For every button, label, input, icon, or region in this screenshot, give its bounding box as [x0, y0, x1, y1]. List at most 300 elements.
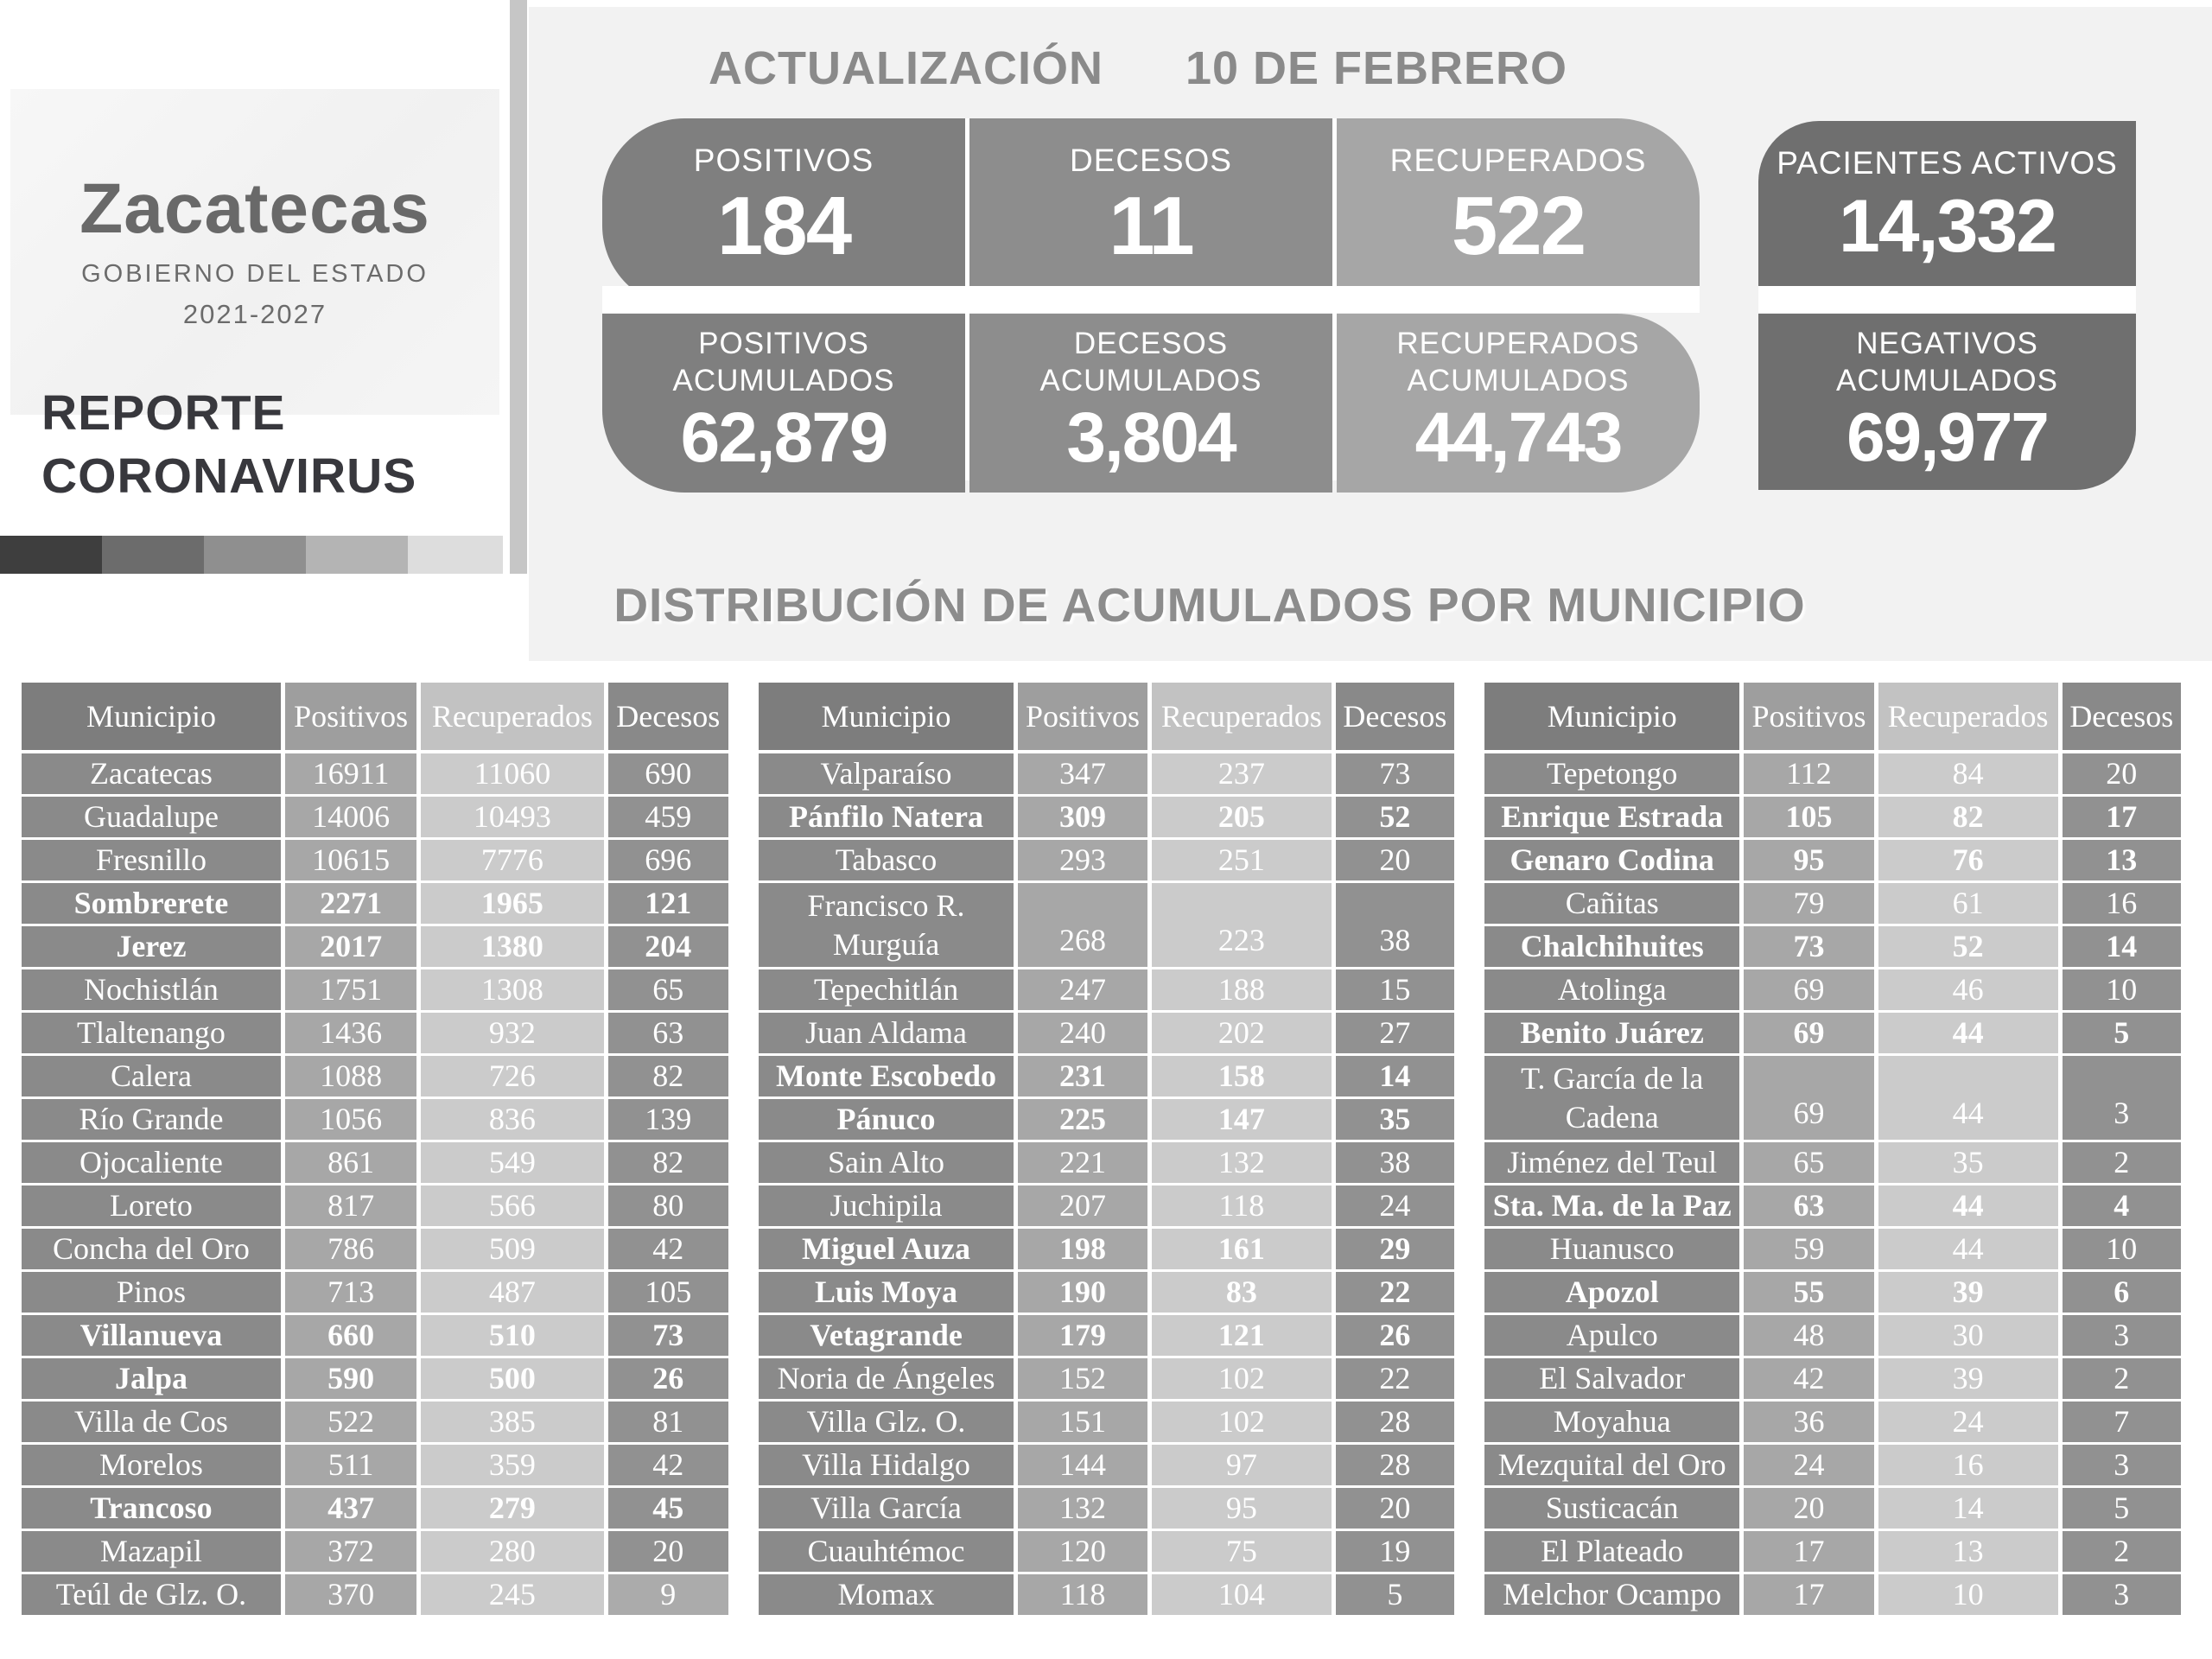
- municipality-name: Jerez: [22, 926, 281, 967]
- cell-positivos: 10615: [285, 840, 416, 880]
- cell-recuperados: 188: [1152, 969, 1332, 1010]
- municipality-name: Pánuco: [759, 1099, 1014, 1140]
- cell-recuperados: 44: [1878, 1013, 2058, 1053]
- cell-decesos: 5: [2063, 1013, 2181, 1053]
- cell-recuperados: 11060: [421, 753, 603, 794]
- cell-decesos: 80: [608, 1185, 728, 1226]
- card-decesos-acumulados-label: DECESOS ACUMULADOS: [1039, 327, 1262, 397]
- cell-positivos: 247: [1018, 969, 1147, 1010]
- update-header: [709, 41, 1567, 95]
- card-separator: [1758, 286, 2136, 313]
- cell-positivos: 370: [285, 1574, 416, 1615]
- table-row: [22, 1488, 728, 1529]
- municipality-name: Atolinga: [1484, 969, 1739, 1010]
- municipality-name: Chalchihuites: [1484, 926, 1739, 967]
- card-positivos-acumulados-label: POSITIVOS ACUMULADOS: [672, 327, 895, 397]
- table-row: [22, 883, 728, 924]
- cell-positivos: 590: [285, 1358, 416, 1399]
- municipality-name: Sta. Ma. de la Paz: [1484, 1185, 1739, 1226]
- cell-decesos: 20: [2063, 753, 2181, 794]
- cell-decesos: 6: [2063, 1272, 2181, 1313]
- table-row: [22, 969, 728, 1010]
- cell-positivos: 309: [1018, 797, 1147, 837]
- card-decesos-acumulados: [969, 314, 1332, 493]
- cell-positivos: 73: [1744, 926, 1873, 967]
- table-header-row: [22, 683, 728, 750]
- municipality-name: Enrique Estrada: [1484, 797, 1739, 837]
- cell-recuperados: 385: [421, 1402, 603, 1442]
- cell-recuperados: 237: [1152, 753, 1332, 794]
- cell-decesos: 121: [608, 883, 728, 924]
- cell-recuperados: 75: [1152, 1531, 1332, 1572]
- cell-decesos: 2: [2063, 1142, 2181, 1183]
- cell-positivos: 59: [1744, 1229, 1873, 1269]
- card-recuperados-value: 522: [1451, 180, 1586, 273]
- table-row: [759, 1185, 1454, 1226]
- cell-decesos: 5: [2063, 1488, 2181, 1529]
- cell-positivos: 817: [285, 1185, 416, 1226]
- table-row: [1484, 1574, 2181, 1615]
- cell-decesos: 24: [1336, 1185, 1454, 1226]
- card-pacientes-activos-label: PACIENTES ACTIVOS: [1777, 145, 2118, 181]
- cell-decesos: 690: [608, 753, 728, 794]
- municipality-name: El Plateado: [1484, 1531, 1739, 1572]
- cell-decesos: 2: [2063, 1531, 2181, 1572]
- table-row: [22, 1013, 728, 1053]
- cell-positivos: 144: [1018, 1445, 1147, 1485]
- municipality-name: Guadalupe: [22, 797, 281, 837]
- cell-recuperados: 84: [1878, 753, 2058, 794]
- table-row: [759, 1272, 1454, 1313]
- cell-positivos: 132: [1018, 1488, 1147, 1529]
- cell-recuperados: 82: [1878, 797, 2058, 837]
- cell-positivos: 1056: [285, 1099, 416, 1140]
- cell-decesos: 204: [608, 926, 728, 967]
- cell-recuperados: 95: [1152, 1488, 1332, 1529]
- table-row: [1484, 1056, 2181, 1140]
- municipality-name: Calera: [22, 1056, 281, 1096]
- table-row: [1484, 926, 2181, 967]
- column-header-positivos: Positivos: [1744, 683, 1873, 750]
- table-row: [759, 969, 1454, 1010]
- municipality-name: Genaro Codina: [1484, 840, 1739, 880]
- cell-positivos: 112: [1744, 753, 1873, 794]
- cell-decesos: 73: [608, 1315, 728, 1356]
- cell-decesos: 10: [2063, 1229, 2181, 1269]
- cell-positivos: 69: [1744, 1013, 1873, 1053]
- cell-decesos: 42: [608, 1229, 728, 1269]
- cell-decesos: 5: [1336, 1574, 1454, 1615]
- table-row: [22, 753, 728, 794]
- report-title-line2: CORONAVIRUS: [41, 448, 417, 504]
- cell-decesos: 3: [2063, 1574, 2181, 1615]
- cell-positivos: 152: [1018, 1358, 1147, 1399]
- cell-decesos: 3: [2063, 1056, 2181, 1140]
- municipality-name: Nochistlán: [22, 969, 281, 1010]
- municipality-table-1: [22, 683, 728, 1618]
- cell-recuperados: 500: [421, 1358, 603, 1399]
- table-row: [1484, 753, 2181, 794]
- cell-decesos: 27: [1336, 1013, 1454, 1053]
- municipality-name: Mazapil: [22, 1531, 281, 1572]
- cell-positivos: 2017: [285, 926, 416, 967]
- table-row: [22, 1142, 728, 1183]
- cell-recuperados: 202: [1152, 1013, 1332, 1053]
- cell-recuperados: 61: [1878, 883, 2058, 924]
- cell-positivos: 1088: [285, 1056, 416, 1096]
- table-header-row: [759, 683, 1454, 750]
- cell-positivos: 151: [1018, 1402, 1147, 1442]
- column-header-decesos: Decesos: [608, 683, 728, 750]
- table-row: [22, 1185, 728, 1226]
- card-decesos-acumulados-value: 3,804: [1066, 398, 1236, 478]
- cell-decesos: 10: [2063, 969, 2181, 1010]
- table-row: [1484, 1185, 2181, 1226]
- municipality-name: Villa García: [759, 1488, 1014, 1529]
- municipality-name: T. García de la Cadena: [1484, 1056, 1739, 1140]
- cell-decesos: 22: [1336, 1272, 1454, 1313]
- municipality-name: Villa de Cos: [22, 1402, 281, 1442]
- municipality-name: Benito Juárez: [1484, 1013, 1739, 1053]
- cell-recuperados: 24: [1878, 1402, 2058, 1442]
- logo-government-line: GOBIERNO DEL ESTADO: [81, 260, 429, 288]
- column-header-municipio: Municipio: [759, 683, 1014, 750]
- card-recuperados-acumulados-label: RECUPERADOS ACUMULADOS: [1396, 327, 1640, 397]
- strip-block: [102, 536, 204, 574]
- cell-positivos: 20: [1744, 1488, 1873, 1529]
- cell-positivos: 190: [1018, 1272, 1147, 1313]
- table-row: [759, 1358, 1454, 1399]
- cell-recuperados: 158: [1152, 1056, 1332, 1096]
- cell-decesos: 139: [608, 1099, 728, 1140]
- municipality-name: Susticacán: [1484, 1488, 1739, 1529]
- column-header-recuperados: Recuperados: [421, 683, 603, 750]
- cell-recuperados: 251: [1152, 840, 1332, 880]
- table-row: [759, 753, 1454, 794]
- cell-recuperados: 102: [1152, 1402, 1332, 1442]
- strip-block: [306, 536, 408, 574]
- municipality-name: Jalpa: [22, 1358, 281, 1399]
- municipality-name: Luis Moya: [759, 1272, 1014, 1313]
- cell-positivos: 69: [1744, 1056, 1873, 1140]
- cell-recuperados: 932: [421, 1013, 603, 1053]
- table-row: [759, 1013, 1454, 1053]
- strip-block: [408, 536, 503, 574]
- cell-recuperados: 39: [1878, 1358, 2058, 1399]
- card-negativos-acumulados: [1758, 314, 2136, 490]
- table-row: [22, 926, 728, 967]
- cell-positivos: 207: [1018, 1185, 1147, 1226]
- table-row: [759, 1402, 1454, 1442]
- cell-positivos: 79: [1744, 883, 1873, 924]
- cell-positivos: 17: [1744, 1574, 1873, 1615]
- cell-recuperados: 44: [1878, 1056, 2058, 1140]
- table-row: [759, 1142, 1454, 1183]
- cell-decesos: 22: [1336, 1358, 1454, 1399]
- cell-decesos: 26: [608, 1358, 728, 1399]
- municipality-name: Huanusco: [1484, 1229, 1739, 1269]
- table-row: [759, 883, 1454, 967]
- municipality-name: Sain Alto: [759, 1142, 1014, 1183]
- cell-decesos: 20: [1336, 1488, 1454, 1529]
- column-header-recuperados: Recuperados: [1152, 683, 1332, 750]
- cell-recuperados: 102: [1152, 1358, 1332, 1399]
- cell-positivos: 2271: [285, 883, 416, 924]
- card-recuperados-acumulados: [1337, 314, 1700, 493]
- card-recuperados-acumulados-value: 44,743: [1414, 398, 1622, 478]
- card-negativos-acumulados-label: NEGATIVOS ACUMULADOS: [1836, 327, 2058, 397]
- cell-recuperados: 223: [1152, 883, 1332, 967]
- table-row: [22, 1358, 728, 1399]
- cell-decesos: 82: [608, 1142, 728, 1183]
- cell-decesos: 42: [608, 1445, 728, 1485]
- cell-decesos: 35: [1336, 1099, 1454, 1140]
- cell-positivos: 347: [1018, 753, 1147, 794]
- municipality-name: Miguel Auza: [759, 1229, 1014, 1269]
- cell-decesos: 7: [2063, 1402, 2181, 1442]
- cell-decesos: 9: [608, 1574, 728, 1615]
- municipality-name: Apulco: [1484, 1315, 1739, 1356]
- cell-recuperados: 1380: [421, 926, 603, 967]
- cell-positivos: 1751: [285, 969, 416, 1010]
- municipality-name: Loreto: [22, 1185, 281, 1226]
- municipality-name: Cañitas: [1484, 883, 1739, 924]
- municipality-name: Valparaíso: [759, 753, 1014, 794]
- cell-positivos: 861: [285, 1142, 416, 1183]
- table-row: [22, 840, 728, 880]
- cell-recuperados: 14: [1878, 1488, 2058, 1529]
- cell-positivos: 437: [285, 1488, 416, 1529]
- cell-positivos: 660: [285, 1315, 416, 1356]
- card-decesos-label: DECESOS: [1070, 143, 1232, 178]
- cell-positivos: 221: [1018, 1142, 1147, 1183]
- municipality-name: Tabasco: [759, 840, 1014, 880]
- cell-decesos: 17: [2063, 797, 2181, 837]
- cell-positivos: 1436: [285, 1013, 416, 1053]
- card-positivos: [602, 118, 965, 308]
- municipality-name: Sombrerete: [22, 883, 281, 924]
- cell-positivos: 372: [285, 1531, 416, 1572]
- cell-decesos: 16: [2063, 883, 2181, 924]
- cell-recuperados: 16: [1878, 1445, 2058, 1485]
- municipality-name: Apozol: [1484, 1272, 1739, 1313]
- cell-recuperados: 279: [421, 1488, 603, 1529]
- table-row: [22, 1445, 728, 1485]
- table-row: [759, 797, 1454, 837]
- cell-positivos: 179: [1018, 1315, 1147, 1356]
- cell-decesos: 20: [608, 1531, 728, 1572]
- cell-recuperados: 726: [421, 1056, 603, 1096]
- municipality-name: Ojocaliente: [22, 1142, 281, 1183]
- cell-recuperados: 10: [1878, 1574, 2058, 1615]
- cell-recuperados: 83: [1152, 1272, 1332, 1313]
- municipality-name: Mezquital del Oro: [1484, 1445, 1739, 1485]
- table-row: [759, 1531, 1454, 1572]
- card-positivos-acumulados: [602, 314, 965, 493]
- cell-decesos: 81: [608, 1402, 728, 1442]
- cell-positivos: 48: [1744, 1315, 1873, 1356]
- table-row: [22, 1574, 728, 1615]
- cell-recuperados: 161: [1152, 1229, 1332, 1269]
- table-row: [759, 1229, 1454, 1269]
- table-row: [1484, 1229, 2181, 1269]
- card-decesos-value: 11: [1109, 180, 1193, 273]
- cell-positivos: 522: [285, 1402, 416, 1442]
- cell-recuperados: 39: [1878, 1272, 2058, 1313]
- municipality-name: Vetagrande: [759, 1315, 1014, 1356]
- table-row: [22, 1229, 728, 1269]
- table-row: [1484, 1358, 2181, 1399]
- table-row: [1484, 1142, 2181, 1183]
- cell-recuperados: 1308: [421, 969, 603, 1010]
- cell-positivos: 14006: [285, 797, 416, 837]
- cell-decesos: 28: [1336, 1402, 1454, 1442]
- card-pacientes-activos: [1758, 121, 2136, 308]
- cell-positivos: 118: [1018, 1574, 1147, 1615]
- cell-decesos: 19: [1336, 1531, 1454, 1572]
- cell-positivos: 240: [1018, 1013, 1147, 1053]
- cell-positivos: 293: [1018, 840, 1147, 880]
- table-row: [759, 1445, 1454, 1485]
- municipality-name: Morelos: [22, 1445, 281, 1485]
- municipality-name: Pinos: [22, 1272, 281, 1313]
- municipality-name: Río Grande: [22, 1099, 281, 1140]
- cell-recuperados: 147: [1152, 1099, 1332, 1140]
- municipality-name: Villa Hidalgo: [759, 1445, 1014, 1485]
- cell-decesos: 73: [1336, 753, 1454, 794]
- municipality-name: Fresnillo: [22, 840, 281, 880]
- card-separator: [965, 118, 969, 480]
- municipality-name: Juchipila: [759, 1185, 1014, 1226]
- cell-recuperados: 245: [421, 1574, 603, 1615]
- municipality-name: Zacatecas: [22, 753, 281, 794]
- cell-decesos: 26: [1336, 1315, 1454, 1356]
- cell-recuperados: 280: [421, 1531, 603, 1572]
- cell-decesos: 38: [1336, 1142, 1454, 1183]
- table-row: [22, 1315, 728, 1356]
- municipality-name: Melchor Ocampo: [1484, 1574, 1739, 1615]
- card-positivos-value: 184: [716, 180, 851, 273]
- cell-recuperados: 46: [1878, 969, 2058, 1010]
- cell-recuperados: 104: [1152, 1574, 1332, 1615]
- card-positivos-label: POSITIVOS: [693, 143, 874, 178]
- column-header-municipio: Municipio: [1484, 683, 1739, 750]
- cell-positivos: 24: [1744, 1445, 1873, 1485]
- cell-recuperados: 97: [1152, 1445, 1332, 1485]
- cell-decesos: 63: [608, 1013, 728, 1053]
- municipality-name: Concha del Oro: [22, 1229, 281, 1269]
- cell-recuperados: 35: [1878, 1142, 2058, 1183]
- table-row: [1484, 797, 2181, 837]
- municipality-name: Trancoso: [22, 1488, 281, 1529]
- cell-decesos: 696: [608, 840, 728, 880]
- column-header-recuperados: Recuperados: [1878, 683, 2058, 750]
- cell-recuperados: 118: [1152, 1185, 1332, 1226]
- cell-positivos: 69: [1744, 969, 1873, 1010]
- cell-positivos: 225: [1018, 1099, 1147, 1140]
- cell-recuperados: 44: [1878, 1229, 2058, 1269]
- strip-block: [0, 536, 102, 574]
- cell-positivos: 55: [1744, 1272, 1873, 1313]
- cell-decesos: 29: [1336, 1229, 1454, 1269]
- cell-decesos: 38: [1336, 883, 1454, 967]
- municipality-name: Teúl de Glz. O.: [22, 1574, 281, 1615]
- table-row: [759, 1056, 1454, 1096]
- cell-decesos: 105: [608, 1272, 728, 1313]
- table-row: [22, 1272, 728, 1313]
- cell-recuperados: 836: [421, 1099, 603, 1140]
- update-label: ACTUALIZACIÓN: [709, 42, 1103, 94]
- cell-decesos: 15: [1336, 969, 1454, 1010]
- cell-recuperados: 510: [421, 1315, 603, 1356]
- card-recuperados: [1337, 118, 1700, 308]
- cell-recuperados: 44: [1878, 1185, 2058, 1226]
- table-row: [1484, 840, 2181, 880]
- cell-recuperados: 1965: [421, 883, 603, 924]
- cell-decesos: 82: [608, 1056, 728, 1096]
- cell-decesos: 459: [608, 797, 728, 837]
- report-title-line1: REPORTE: [41, 385, 286, 441]
- section-title: DISTRIBUCIÓN DE ACUMULADOS POR MUNICIPIO: [613, 578, 1806, 632]
- municipality-name: Pánfilo Natera: [759, 797, 1014, 837]
- table-row: [22, 1531, 728, 1572]
- logo-state-name: Zacatecas: [79, 169, 430, 248]
- table-row: [22, 1056, 728, 1096]
- cell-positivos: 786: [285, 1229, 416, 1269]
- card-pacientes-activos-value: 14,332: [1838, 185, 2056, 269]
- table-row: [1484, 883, 2181, 924]
- cell-recuperados: 13: [1878, 1531, 2058, 1572]
- cell-positivos: 42: [1744, 1358, 1873, 1399]
- gray-gradient-strip: [0, 536, 503, 574]
- municipality-name: Jiménez del Teul: [1484, 1142, 1739, 1183]
- municipality-name: Juan Aldama: [759, 1013, 1014, 1053]
- table-row: [1484, 1013, 2181, 1053]
- cell-recuperados: 487: [421, 1272, 603, 1313]
- cell-positivos: 95: [1744, 840, 1873, 880]
- cell-recuperados: 121: [1152, 1315, 1332, 1356]
- cell-positivos: 17: [1744, 1531, 1873, 1572]
- table-row: [759, 1099, 1454, 1140]
- column-header-decesos: Decesos: [1336, 683, 1454, 750]
- cell-positivos: 713: [285, 1272, 416, 1313]
- card-recuperados-label: RECUPERADOS: [1389, 143, 1647, 178]
- municipality-name: Francisco R. Murguía: [759, 883, 1014, 967]
- strip-block: [204, 536, 306, 574]
- cell-decesos: 65: [608, 969, 728, 1010]
- cell-positivos: 36: [1744, 1402, 1873, 1442]
- cell-positivos: 120: [1018, 1531, 1147, 1572]
- municipality-name: Tepetongo: [1484, 753, 1739, 794]
- column-header-positivos: Positivos: [1018, 683, 1147, 750]
- cell-recuperados: 76: [1878, 840, 2058, 880]
- table-row: [22, 1099, 728, 1140]
- cell-decesos: 2: [2063, 1358, 2181, 1399]
- logo-years: 2021-2027: [182, 299, 327, 329]
- cell-recuperados: 359: [421, 1445, 603, 1485]
- municipality-name: Villa Glz. O.: [759, 1402, 1014, 1442]
- municipality-name: Noria de Ángeles: [759, 1358, 1014, 1399]
- table-row: [759, 840, 1454, 880]
- cell-positivos: 268: [1018, 883, 1147, 967]
- card-decesos: [969, 118, 1332, 308]
- cell-positivos: 511: [285, 1445, 416, 1485]
- cell-recuperados: 30: [1878, 1315, 2058, 1356]
- municipality-name: Tlaltenango: [22, 1013, 281, 1053]
- cell-decesos: 52: [1336, 797, 1454, 837]
- cell-decesos: 4: [2063, 1185, 2181, 1226]
- cell-recuperados: 132: [1152, 1142, 1332, 1183]
